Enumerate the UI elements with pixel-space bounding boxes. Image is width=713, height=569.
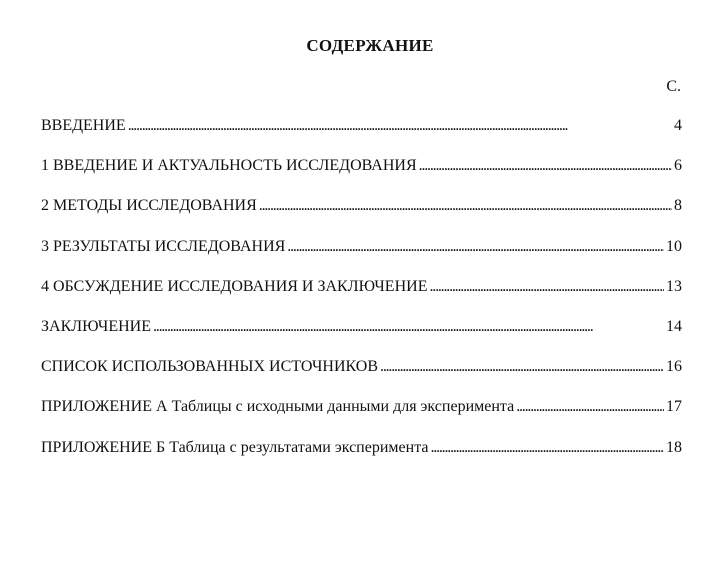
page-column-label: С.: [666, 78, 681, 95]
toc-entry-page: 6: [674, 157, 682, 175]
toc-entry-chapter-3: [41, 237, 682, 277]
toc-leader-dots: [259, 196, 672, 216]
toc-leader-dots: [128, 116, 672, 136]
toc-leader-dots: [153, 317, 664, 337]
toc-entry-label: СПИСОК ИСПОЛЬЗОВАННЫХ ИСТОЧНИКОВ: [41, 358, 379, 376]
toc-entry-page: 18: [666, 438, 682, 456]
toc-entry-chapter-2: [41, 196, 682, 236]
toc-entry-introduction: [41, 116, 682, 156]
toc-leader-dots: [430, 438, 664, 458]
toc-leader-dots: [287, 237, 664, 257]
toc-leader-dots: [419, 156, 672, 176]
toc-entry-label: 4 ОБСУЖДЕНИЕ ИССЛЕДОВАНИЯ И ЗАКЛЮЧЕНИЕ: [41, 277, 428, 295]
toc-entry-label: 2 МЕТОДЫ ИССЛЕДОВАНИЯ: [41, 197, 257, 215]
toc-leader-dots: [516, 397, 664, 417]
toc-entry-label: ВВЕДЕНИЕ: [41, 117, 126, 134]
toc-entry-label: ПРИЛОЖЕНИЕ А Таблицы с исходными данными для эксперимента: [41, 398, 515, 416]
toc-entry-label: 3 РЕЗУЛЬТАТЫ ИССЛЕДОВАНИЯ: [41, 237, 286, 255]
toc-entry-page: 16: [666, 358, 682, 376]
toc-leader-dots: [429, 277, 664, 297]
toc-entry-page: 8: [674, 197, 682, 215]
toc-entry-page: 14: [666, 317, 682, 335]
toc-entry-conclusion: [41, 317, 682, 357]
toc-entry-page: 17: [666, 398, 682, 416]
toc-list: [41, 116, 682, 478]
toc-entry-appendix-a: [41, 397, 682, 437]
toc-entry-page: 4: [674, 117, 682, 134]
toc-entry-chapter-1: [41, 156, 682, 196]
toc-title: СОДЕРЖАНИЕ: [306, 36, 434, 55]
toc-entry-label: ЗАКЛЮЧЕНИЕ: [41, 317, 151, 335]
toc-entry-references: [41, 357, 682, 397]
toc-entry-label: ПРИЛОЖЕНИЕ Б Таблица с результатами эксперимента: [41, 438, 429, 456]
toc-entry-appendix-b: [41, 438, 682, 478]
toc-entry-label: 1 ВВЕДЕНИЕ И АКТУАЛЬНОСТЬ ИССЛЕДОВАНИЯ: [41, 157, 417, 175]
toc-entry-page: 13: [666, 277, 682, 295]
toc-leader-dots: [380, 357, 664, 377]
toc-entry-chapter-4: [41, 277, 682, 317]
toc-entry-page: 10: [666, 237, 682, 255]
